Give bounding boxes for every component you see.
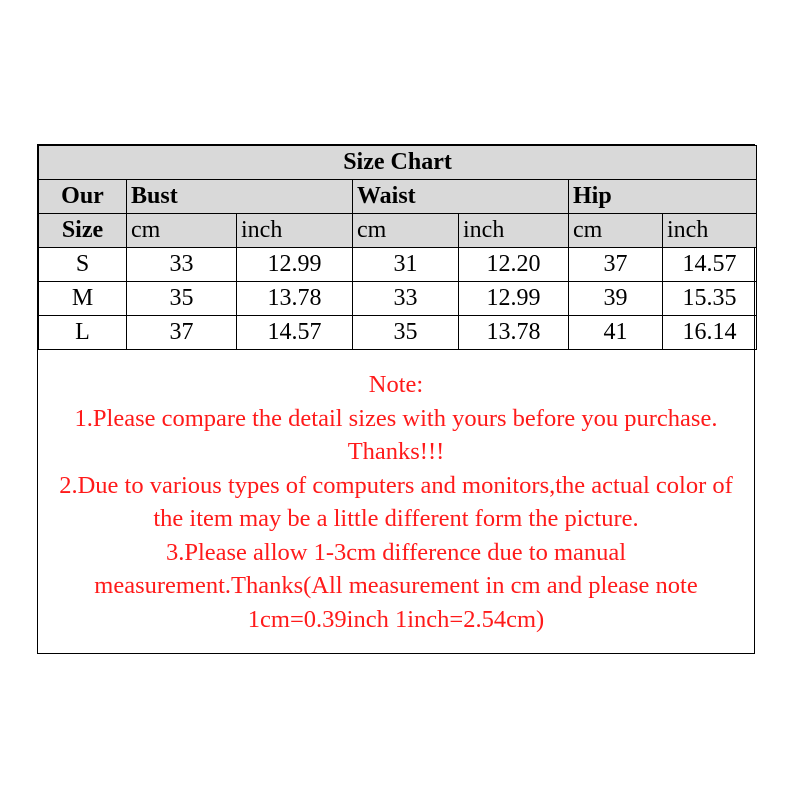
hip-inch-cell: 16.14 [663,316,757,350]
hip-inch-cell: 14.57 [663,248,757,282]
waist-cm-cell: 31 [353,248,459,282]
size-label: S [39,248,127,282]
note-line: the item may be a little different form the picture. [153,505,639,532]
title-row [39,146,757,180]
size-table [38,145,757,350]
unit-waist-inch: inch [459,214,569,248]
note-line: Thanks!!! [347,438,445,465]
size-label: M [39,282,127,316]
note-line: 1.Please compare the detail sizes with yours before you purchase. [74,404,718,432]
hip-cm-cell: 39 [569,282,663,316]
hip-header: Hip [569,180,757,214]
chart-title: Size Chart [39,146,757,180]
bust-inch-cell: 14.57 [237,316,353,350]
unit-waist-cm: cm [353,214,459,248]
table-row [39,248,757,282]
notes-section [38,350,754,636]
bust-cm-cell: 33 [127,248,237,282]
bust-inch-cell: 12.99 [237,248,353,282]
note-line: 2.Due to various types of computers and monitors,the actual color of [59,471,733,499]
bust-cm-cell: 37 [127,316,237,350]
unit-hip-cm: cm [569,214,663,248]
unit-header-row [39,214,757,248]
hip-cm-cell: 37 [569,248,663,282]
waist-inch-cell: 12.99 [459,282,569,316]
bust-cm-cell: 35 [127,282,237,316]
table-row [39,282,757,316]
waist-header: Waist [353,180,569,214]
note-line: 3.Please allow 1-3cm difference due to manual [165,538,627,566]
size-chart [37,144,755,654]
bust-inch-cell: 13.78 [237,282,353,316]
note-line: measurement.Thanks(All measurement in cm and please note [94,572,698,599]
bust-header: Bust [127,180,353,214]
group-header-row [39,180,757,214]
unit-hip-inch: inch [663,214,757,248]
size-header-line1: Our [39,180,127,214]
hip-cm-cell: 41 [569,316,663,350]
waist-inch-cell: 13.78 [459,316,569,350]
note-heading: Note: [368,371,424,398]
note-line: 1cm=0.39inch 1inch=2.54cm) [247,605,545,633]
unit-bust-cm: cm [127,214,237,248]
size-label: L [39,316,127,350]
table-row [39,316,757,350]
unit-bust-inch: inch [237,214,353,248]
waist-cm-cell: 33 [353,282,459,316]
waist-inch-cell: 12.20 [459,248,569,282]
waist-cm-cell: 35 [353,316,459,350]
size-header-line2: Size [39,214,127,248]
hip-inch-cell: 15.35 [663,282,757,316]
